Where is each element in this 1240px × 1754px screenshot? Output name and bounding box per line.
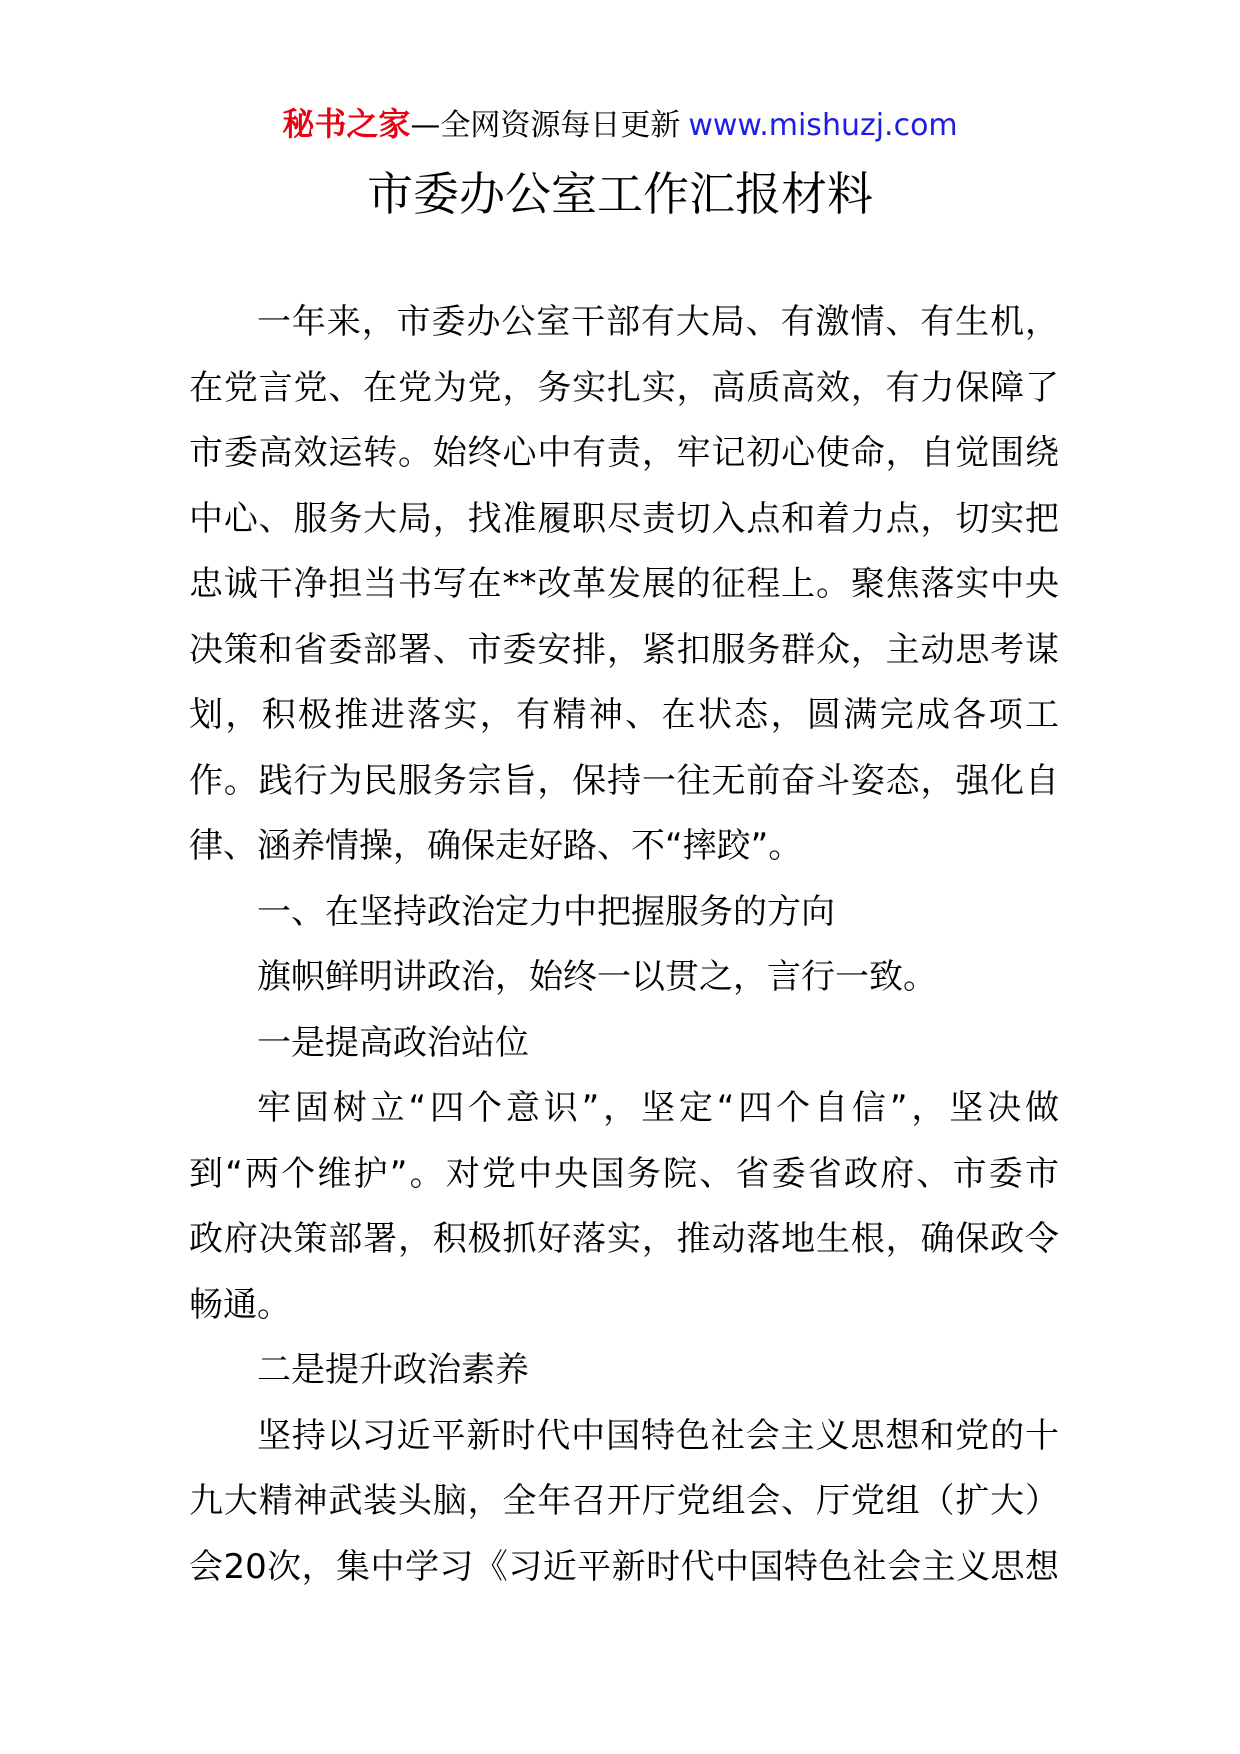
document-body bbox=[189, 290, 1059, 1600]
intro-line: 作。践行为民服务宗旨，保持一往无前奋斗姿态，强化自 bbox=[189, 760, 1059, 801]
point-title: 二是提升政治素养 bbox=[257, 1350, 529, 1390]
intro-line: 市委高效运转。始终心中有责，牢记初心使命，自觉围绕 bbox=[189, 433, 1059, 473]
point-line: 政府决策部署，积极抓好落实，推动落地生根，确保政令 bbox=[189, 1219, 1059, 1259]
site-url: www.mishuzj.com bbox=[688, 108, 958, 143]
brand-name: 秘书之家 bbox=[282, 105, 411, 143]
point-line: 牢固树立“四个意识”，坚定“四个自信”，坚决做 bbox=[257, 1088, 1059, 1128]
intro-line: 划，积极推进落实，有精神、在状态，圆满完成各项工 bbox=[189, 695, 1059, 735]
intro-line: 中心、服务大局，找准履职尽责切入点和着力点，切实把 bbox=[189, 498, 1059, 539]
point-line: 九大精神武装头脑，全年召开厅党组会、厅党组（扩大） bbox=[189, 1481, 1059, 1521]
intro-line: 一年来，市委办公室干部有大局、有激情、有生机， bbox=[257, 302, 1059, 342]
site-banner bbox=[0, 104, 1240, 144]
point-line: 畅通。 bbox=[189, 1284, 291, 1325]
point-line: 坚持以习近平新时代中国特色社会主义思想和党的十 bbox=[257, 1415, 1059, 1456]
intro-line: 决策和省委部署、市委安排，紧扣服务群众，主动思考谋 bbox=[189, 629, 1059, 670]
point-title: 一是提高政治站位 bbox=[257, 1022, 529, 1063]
point-line: 到“两个维护”。对党中央国务院、省委省政府、市委市 bbox=[189, 1153, 1059, 1194]
intro-line: 律、涵养情操，确保走好路、不“摔跤”。 bbox=[189, 826, 803, 866]
intro-line: 忠诚干净担当书写在**改革发展的征程上。聚焦落实中央 bbox=[189, 564, 1059, 604]
section-summary: 旗帜鲜明讲政治，始终一以贯之，言行一致。 bbox=[257, 957, 937, 997]
document-title: 市委办公室工作汇报材料 bbox=[367, 167, 873, 221]
intro-line: 在党言党、在党为党，务实扎实，高质高效，有力保障了 bbox=[189, 367, 1059, 408]
section-heading: 一、在坚持政治定力中把握服务的方向 bbox=[257, 891, 835, 932]
banner-tagline: —全网资源每日更新 bbox=[410, 108, 681, 143]
point-line: 会20次，集中学习《习近平新时代中国特色社会主义思想 bbox=[189, 1546, 1059, 1587]
